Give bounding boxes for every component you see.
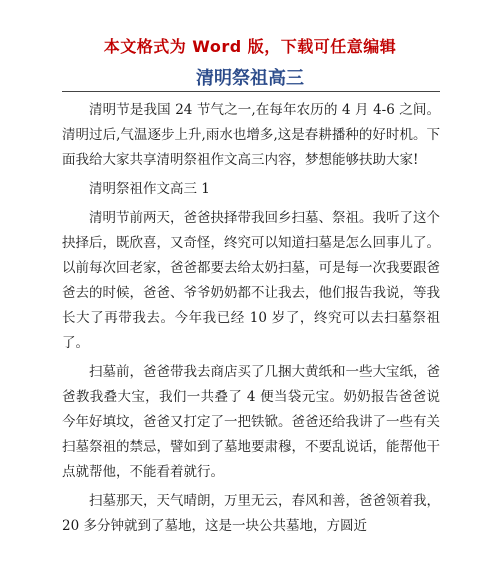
section-heading: 清明祭祖作文高三 1 [89,181,210,197]
paragraph-intro: 清明节是我国 24 节气之一,在每年农历的 4 月 4-6 之间。清明过后,气温逐步上升,雨水也增多,这是春耕播种的好时机。下面我给大家共享清明祭祖作文高三内容，梦想能够扶助大家! [62,102,440,168]
paragraph: 清明节前两天，爸爸抉择带我回乡扫墓、祭祖。我听了这个抉择后，既欣喜，又奇怪，终究可以知道扫墓是怎么回事儿了。以前每次回老家，爸爸都要去给太奶扫墓，可是每一次我要跟爸爸去的时候，爸爸、爷爷奶奶都不让我去，他们报告我说，等我长大了再带我去。今年我已经 10 岁了，终究可以去扫墓祭祖了。 [62,210,440,351]
format-banner: 本文格式为 Word 版，下载可任意编辑 [103,37,397,56]
document-body [62,98,440,543]
paragraph: 扫墓那天，天气晴朗，万里无云，春风和善，爸爸领着我，20 多分钟就到了墓地，这是一块公共墓地，方圆近 [62,493,440,534]
document-title: 清明祭祖高三 [196,68,304,89]
paragraph: 扫墓前，爸爸带我去商店买了几捆大黄纸和一些大宝纸，爸爸教我叠大宝，我们一共叠了 4 便当袋元宝。奶奶报告爸爸说今年好填坟，爸爸又打定了一把铁锨。爸爸还给我讲了一些有关扫墓祭祖的禁忌，譬如到了墓地要肃穆，不要乱说话，能帮他干点就帮他，不能看着就行。 [62,364,440,480]
title-divider [62,91,440,92]
